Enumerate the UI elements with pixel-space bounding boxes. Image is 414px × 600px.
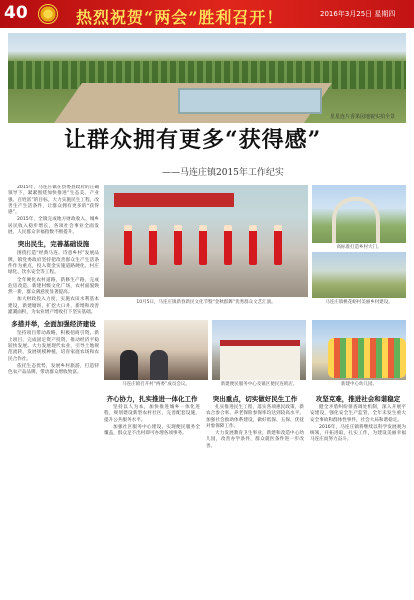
column-1: [8, 185, 99, 595]
photo-caption: 10月5日，马连庄镇新春新民文化节暨“金秋群舞”优秀群众文艺汇演。: [136, 300, 276, 305]
body-paragraph: 坚持项目带动战略，积极招商引资，新上项目，完成固定资产投资，推动经济平稳较快发展。大力发展现代农业，引导土地规范流转，发展规模种植，培育家庭农场和农民合作社。: [8, 331, 99, 362]
body-paragraph: 健全矛盾纠纷排查调处机制，深入开展平安建设，强化安全生产监管，全年未发生重大安全事故和群体性事件，社会大局和谐稳定。: [310, 405, 406, 423]
photo-shop: [212, 320, 306, 380]
photo-caption: 马连庄镇召开村“两委”成员会议。: [122, 382, 190, 387]
column-2: [104, 392, 200, 595]
section-heading: 突出重点，切实做好民生工作: [212, 395, 298, 403]
photo-caption: 新建便民服务中心及镇区便民连锁店。: [220, 382, 298, 387]
column-3: [206, 392, 304, 595]
photo-caption: 马连庄镇桃花峪村美丽乡村建设。: [325, 300, 393, 305]
person: [120, 350, 138, 380]
intro-paragraph: 2015年，全镇完成地方财政收入、城乡居民收入稳步增长，各项社会事业全面发展，人民群众幸福指数不断提升。: [8, 217, 99, 236]
body-paragraph: 依托生态优势，发展乡村旅游，打造特色农产品品牌，带动群众增收致富。: [8, 363, 99, 376]
section-heading: 齐心协力，扎实推进一体化工作: [106, 395, 198, 403]
village-gate: [332, 197, 380, 243]
photo-village: [312, 252, 406, 298]
photo-dancers: [104, 185, 308, 297]
section-heading: 攻坚克难，推进社会和谐稳定: [315, 395, 401, 403]
body-paragraph: 大力发展教育卫生事业，新建和改造中心幼儿园，改善办学条件，群众就医条件进一步改善。: [206, 431, 304, 449]
shop-building: [220, 340, 300, 380]
kindergarten-building: [328, 338, 406, 378]
body-paragraph: 坚持以人为本，加快推进城乡一体化进程，规划建设新型农村社区，完善配套设施，提升公共服务水平。: [104, 405, 200, 423]
body-paragraph: 2016年，马连庄镇将继续以科学发展观为统领，开拓进取，扎实工作，为建设美丽幸福马连庄而努力奋斗。: [310, 424, 406, 443]
photo-meeting: [104, 320, 208, 380]
body-paragraph: 加大财政投入力度，实施农田水利基本建设，新建塘坝、扩挖大口井，新增和改善灌溉面积，为农业增产增收打下坚实基础。: [8, 297, 99, 316]
photo-kindergarten: [312, 320, 406, 380]
headline: 让群众拥有更多“获得感”: [64, 127, 322, 153]
intro-paragraph: 2015年，马连庄镇在县委县政府的正确领导下，紧紧围绕加快推进“生态美、产业强、百姓富”的目标，大力实施民生工程，改善生产生活条件，让群众拥有更多的“获得感”。: [8, 185, 99, 216]
emblem-icon: [38, 4, 58, 24]
pond: [178, 88, 322, 114]
column-4: [310, 392, 406, 595]
photo-gate: [312, 185, 406, 243]
section-heading: 多措并举，全面加强经济建设: [11, 320, 96, 329]
stage-banner: [114, 193, 234, 207]
photo-caption: 新建中心幼儿园。: [341, 382, 377, 387]
photo-caption: 高标准打造乡村大门。: [336, 245, 382, 250]
dancer: [149, 225, 157, 265]
issue-date: 2016年3月25日 星期四: [320, 10, 396, 18]
top-photo-caption: 星星连片香果园地貌实拍全景: [330, 114, 396, 120]
dancer: [249, 225, 257, 265]
body-paragraph: 全年硬化农村道路，新修生产路，完成危房改造，新建村级文化广场，农村面貌焕然一新，群众满意度显著提高。: [8, 277, 99, 296]
page-number: 40: [4, 3, 28, 23]
dancer: [199, 225, 207, 265]
dancer: [224, 225, 232, 265]
dancer: [174, 225, 182, 265]
banner-title: 热烈祝贺“两会”胜利召开！: [76, 8, 284, 27]
section-heading: 突出民生，完善基础设施: [17, 240, 90, 249]
subheadline: ——马连庄镇2015年工作纪实: [162, 168, 284, 178]
dancer: [274, 225, 282, 265]
body-paragraph: 围绕打造“经典马连、诗意乡村”发展品牌，镇党委政府坚持把改善群众生产生活条件作为重点，投入资金实施道路硬化、村庄绿化、饮水安全等工程。: [8, 251, 99, 276]
person: [150, 350, 168, 380]
body-paragraph: 扎实推进民生工程，落实各项惠民政策，新农合参合率、养老保险参保率均达到较高水平。加强社会救助体系建设，做好低保、五保、优抚对象保障工作。: [206, 405, 304, 429]
dancer: [124, 225, 132, 265]
top-photo: [8, 33, 406, 123]
body-paragraph: 加强社区服务中心建设，实现便民服务全覆盖，群众足不出村即可办理各项事务。: [104, 424, 200, 437]
